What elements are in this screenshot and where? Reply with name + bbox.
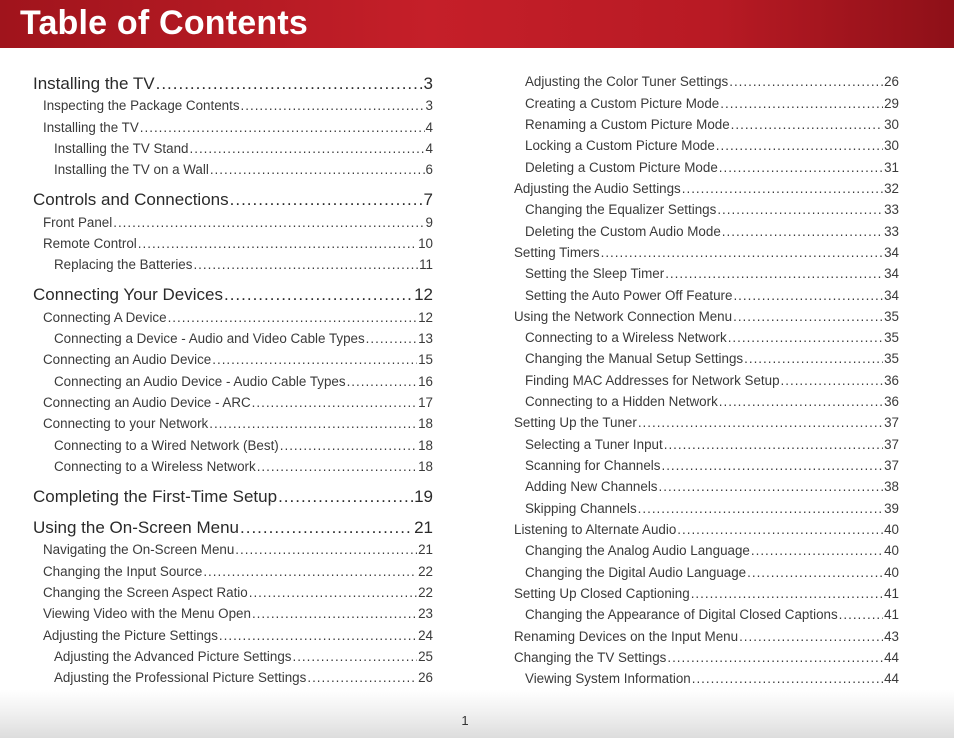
- toc-entry-label: Skipping Channels: [525, 501, 637, 516]
- toc-entry[interactable]: [43, 542, 433, 558]
- toc-dot-leader: [347, 374, 418, 390]
- toc-entry-page: 35: [884, 351, 899, 366]
- toc-entry[interactable]: [525, 288, 899, 304]
- toc-entry-label: Connecting to a Hidden Network: [525, 394, 718, 409]
- toc-dot-leader: [292, 649, 417, 665]
- toc-entry[interactable]: [514, 522, 899, 538]
- toc-entry[interactable]: [33, 190, 433, 210]
- toc-entry[interactable]: [54, 141, 433, 157]
- toc-entry-page: 36: [884, 394, 899, 409]
- toc-entry[interactable]: [33, 487, 433, 507]
- toc-dot-leader: [280, 438, 417, 454]
- toc-dot-leader: [720, 96, 883, 112]
- toc-entry-page: 40: [884, 543, 899, 558]
- toc-entry[interactable]: [525, 543, 899, 559]
- toc-dot-leader: [240, 518, 413, 538]
- toc-dot-leader: [744, 351, 883, 367]
- toc-entry[interactable]: [525, 565, 899, 581]
- toc-entry-page: 35: [884, 330, 899, 345]
- toc-entry-label: Changing the Digital Audio Language: [525, 565, 747, 580]
- page-header: [0, 0, 954, 48]
- toc-dot-leader: [219, 628, 417, 644]
- toc-entry-label: Viewing System Information: [525, 671, 691, 686]
- toc-entry-page: 12: [418, 310, 433, 325]
- toc-entry-label: Connecting to a Wired Network (Best): [54, 438, 279, 453]
- toc-dot-leader: [252, 395, 417, 411]
- toc-entry-page: 13: [418, 331, 433, 346]
- toc-entry-label: Changing the Screen Aspect Ratio: [43, 585, 248, 600]
- toc-entry-page: 6: [425, 162, 433, 177]
- toc-entry-label: Finding MAC Addresses for Network Setup: [525, 373, 780, 388]
- toc-dot-leader: [729, 74, 883, 90]
- toc-entry-label: Changing the Manual Setup Settings: [525, 351, 744, 366]
- toc-entry-page: 35: [884, 309, 899, 324]
- toc-entry[interactable]: [525, 266, 899, 282]
- toc-entry[interactable]: [525, 607, 899, 623]
- toc-entry-page: 37: [884, 458, 899, 473]
- toc-entry[interactable]: [33, 74, 433, 94]
- toc-entry-label: Creating a Custom Picture Mode: [525, 96, 720, 111]
- toc-dot-leader: [739, 629, 883, 645]
- toc-entry[interactable]: [54, 162, 433, 178]
- toc-entry[interactable]: [54, 438, 433, 454]
- toc-entry-label: Installing the TV: [33, 74, 155, 93]
- toc-dot-leader: [138, 236, 417, 252]
- toc-entry-label: Setting Up the Tuner: [514, 415, 637, 430]
- toc-entry[interactable]: [525, 671, 899, 687]
- toc-entry-label: Changing the Equalizer Settings: [525, 202, 717, 217]
- toc-entry[interactable]: [525, 202, 899, 218]
- toc-entry-page: 37: [884, 437, 899, 452]
- toc-entry[interactable]: [525, 479, 899, 495]
- toc-entry-page: 22: [418, 585, 433, 600]
- toc-dot-leader: [307, 670, 417, 686]
- toc-dot-leader: [692, 671, 883, 687]
- toc-dot-leader: [719, 160, 883, 176]
- toc-entry-page: 33: [884, 202, 899, 217]
- toc-entry-label: Renaming a Custom Picture Mode: [525, 117, 730, 132]
- toc-dot-leader: [751, 543, 883, 559]
- toc-entry-page: 11: [419, 257, 433, 272]
- toc-entry-page: 44: [884, 650, 899, 665]
- toc-entry-page: 18: [418, 416, 433, 431]
- toc-entry[interactable]: [54, 670, 433, 686]
- toc-entry-page: 41: [884, 607, 899, 622]
- toc-dot-leader: [728, 330, 883, 346]
- toc-entry-page: 22: [418, 564, 433, 579]
- toc-dot-leader: [691, 586, 883, 602]
- toc-dot-leader: [638, 415, 883, 431]
- toc-dot-leader: [664, 437, 883, 453]
- toc-dot-leader: [190, 141, 425, 157]
- toc-entry-label: Adding New Channels: [525, 479, 658, 494]
- toc-entry-label: Completing the First-Time Setup: [33, 487, 278, 506]
- toc-entry-label: Connecting Your Devices: [33, 285, 223, 304]
- toc-dot-leader: [278, 487, 413, 507]
- toc-entry-label: Deleting the Custom Audio Mode: [525, 224, 721, 239]
- toc-entry[interactable]: [33, 518, 433, 538]
- toc-entry-label: Changing the TV Settings: [514, 650, 667, 665]
- toc-entry[interactable]: [525, 160, 899, 176]
- toc-entry-page: 21: [414, 518, 433, 537]
- toc-entry-page: 33: [884, 224, 899, 239]
- toc-entry[interactable]: [43, 98, 433, 114]
- toc-entry-label: Renaming Devices on the Input Menu: [514, 629, 739, 644]
- toc-entry[interactable]: [43, 236, 433, 252]
- toc-entry-page: 31: [884, 160, 899, 175]
- toc-entry-page: 30: [884, 138, 899, 153]
- toc-entry[interactable]: [525, 96, 899, 112]
- toc-entry-page: 26: [418, 670, 433, 685]
- toc-entry-page: 18: [418, 459, 433, 474]
- toc-entry[interactable]: [525, 501, 899, 517]
- toc-entry[interactable]: [514, 309, 899, 325]
- toc-entry[interactable]: [43, 120, 433, 136]
- toc-entry-label: Inspecting the Package Contents: [43, 98, 240, 113]
- toc-entry-label: Setting Timers: [514, 245, 600, 260]
- toc-entry[interactable]: [43, 606, 433, 622]
- toc-entry[interactable]: [54, 649, 433, 665]
- toc-entry[interactable]: [514, 181, 899, 197]
- toc-entry-page: 19: [414, 487, 433, 506]
- toc-dot-leader: [733, 288, 883, 304]
- toc-dot-leader: [665, 266, 883, 282]
- toc-entry-page: 10: [418, 236, 433, 251]
- toc-entry[interactable]: [514, 586, 899, 602]
- toc-entry-label: Locking a Custom Picture Mode: [525, 138, 715, 153]
- toc-entry-page: 7: [423, 190, 433, 209]
- toc-entry[interactable]: [525, 224, 899, 240]
- toc-entry-page: 32: [884, 181, 899, 196]
- toc-dot-leader: [210, 162, 425, 178]
- toc-entry-label: Connecting an Audio Device - ARC: [43, 395, 251, 410]
- toc-entry[interactable]: [43, 416, 433, 432]
- toc-dot-leader: [257, 459, 417, 475]
- toc-entry-label: Adjusting the Audio Settings: [514, 181, 681, 196]
- toc-entry-label: Listening to Alternate Audio: [514, 522, 677, 537]
- toc-dot-leader: [241, 98, 425, 114]
- toc-entry[interactable]: [514, 650, 899, 666]
- toc-entry-label: Setting the Sleep Timer: [525, 266, 665, 281]
- toc-entry[interactable]: [514, 629, 899, 645]
- toc-dot-leader: [209, 416, 417, 432]
- toc-dot-leader: [224, 285, 413, 305]
- toc-entry[interactable]: [525, 437, 899, 453]
- toc-dot-leader: [193, 257, 418, 273]
- toc-dot-leader: [249, 585, 417, 601]
- toc-entry-page: 4: [425, 120, 433, 135]
- toc-entry-label: Adjusting the Color Tuner Settings: [525, 74, 729, 89]
- toc-entry[interactable]: [54, 374, 433, 390]
- toc-dot-leader: [235, 542, 417, 558]
- toc-entry[interactable]: [43, 215, 433, 231]
- toc-entry-page: 4: [425, 141, 433, 156]
- toc-dot-leader: [638, 501, 883, 517]
- toc-dot-leader: [661, 458, 883, 474]
- toc-entry-label: Connecting an Audio Device: [43, 352, 212, 367]
- toc-entry-page: 23: [418, 606, 433, 621]
- toc-dot-leader: [203, 564, 417, 580]
- toc-entry-page: 17: [418, 395, 433, 410]
- page-title: Table of Contents: [20, 4, 308, 42]
- toc-dot-leader: [682, 181, 883, 197]
- toc-dot-leader: [747, 565, 883, 581]
- toc-entry[interactable]: [525, 330, 899, 346]
- toc-entry-page: 41: [884, 586, 899, 601]
- toc-entry-page: 37: [884, 415, 899, 430]
- toc-entry-label: Selecting a Tuner Input: [525, 437, 663, 452]
- toc-entry-page: 40: [884, 565, 899, 580]
- toc-entry[interactable]: [54, 459, 433, 475]
- toc-dot-leader: [366, 331, 417, 347]
- toc-entry-page: 36: [884, 373, 899, 388]
- toc-dot-leader: [659, 479, 884, 495]
- toc-entry[interactable]: [525, 351, 899, 367]
- toc-entry[interactable]: [43, 564, 433, 580]
- toc-dot-leader: [140, 120, 425, 136]
- toc-dot-leader: [717, 202, 883, 218]
- toc-entry-page: 15: [418, 352, 433, 367]
- toc-entry-page: 25: [418, 649, 433, 664]
- toc-entry-label: Installing the TV Stand: [54, 141, 189, 156]
- toc-entry-page: 38: [884, 479, 899, 494]
- toc-entry-page: 12: [414, 285, 433, 304]
- toc-entry-label: Viewing Video with the Menu Open: [43, 606, 251, 621]
- toc-dot-leader: [168, 310, 418, 326]
- toc-entry[interactable]: [525, 458, 899, 474]
- toc-entry-label: Scanning for Channels: [525, 458, 661, 473]
- toc-entry-label: Using the On-Screen Menu: [33, 518, 239, 537]
- toc-entry-page: 29: [884, 96, 899, 111]
- page-number: 1: [461, 713, 469, 728]
- toc-entry[interactable]: [54, 331, 433, 347]
- toc-entry[interactable]: [43, 395, 433, 411]
- toc-entry-page: 44: [884, 671, 899, 686]
- toc-entry-label: Using the Network Connection Menu: [514, 309, 733, 324]
- toc-dot-leader: [731, 117, 883, 133]
- toc-dot-leader: [733, 309, 883, 325]
- toc-entry-page: 16: [418, 374, 433, 389]
- toc-entry-page: 9: [425, 215, 433, 230]
- toc-entry-page: 3: [425, 98, 433, 113]
- toc-entry-label: Connecting a Device - Audio and Video Cable Types: [54, 331, 365, 346]
- toc-entry[interactable]: [43, 310, 433, 326]
- toc-entry[interactable]: [43, 628, 433, 644]
- toc-dot-leader: [667, 650, 883, 666]
- toc-entry[interactable]: [33, 285, 433, 305]
- toc-dot-leader: [601, 245, 884, 261]
- toc-entry-page: 43: [884, 629, 899, 644]
- toc-entry-label: Changing the Analog Audio Language: [525, 543, 750, 558]
- toc-dot-leader: [716, 138, 883, 154]
- toc-dot-leader: [722, 224, 883, 240]
- toc-entry-label: Front Panel: [43, 215, 113, 230]
- toc-entry-page: 26: [884, 74, 899, 89]
- toc-entry-page: 34: [884, 245, 899, 260]
- toc-entry[interactable]: [514, 245, 899, 261]
- toc-entry-label: Replacing the Batteries: [54, 257, 193, 272]
- toc-entry-label: Connecting to a Wireless Network: [525, 330, 727, 345]
- toc-entry-page: 40: [884, 522, 899, 537]
- toc-entry-label: Setting the Auto Power Off Feature: [525, 288, 733, 303]
- toc-entry-label: Installing the TV: [43, 120, 139, 135]
- toc-entry-label: Connecting to your Network: [43, 416, 209, 431]
- toc-dot-leader: [230, 190, 423, 210]
- toc-entry[interactable]: [525, 117, 899, 133]
- toc-entry[interactable]: [43, 585, 433, 601]
- toc-entry-label: Installing the TV on a Wall: [54, 162, 209, 177]
- toc-entry-label: Connecting A Device: [43, 310, 167, 325]
- toc-entry-label: Remote Control: [43, 236, 137, 251]
- toc-entry-page: 21: [418, 542, 433, 557]
- toc-entry[interactable]: [525, 394, 899, 410]
- toc-entry[interactable]: [525, 74, 899, 90]
- toc-entry-page: 24: [418, 628, 433, 643]
- toc-entry-label: Adjusting the Advanced Picture Settings: [54, 649, 292, 664]
- toc-entry-label: Setting Up Closed Captioning: [514, 586, 690, 601]
- toc-entry-label: Adjusting the Professional Picture Settings: [54, 670, 307, 685]
- toc-entry-label: Navigating the On-Screen Menu: [43, 542, 235, 557]
- toc-entry-label: Controls and Connections: [33, 190, 229, 209]
- toc-entry-page: 18: [418, 438, 433, 453]
- toc-dot-leader: [781, 373, 884, 389]
- toc-entry[interactable]: [514, 415, 899, 431]
- toc-entry-page: 34: [884, 266, 899, 281]
- toc-entry-label: Connecting to a Wireless Network: [54, 459, 256, 474]
- toc-entry-page: 30: [884, 117, 899, 132]
- toc-dot-leader: [113, 215, 424, 231]
- toc-dot-leader: [252, 606, 417, 622]
- toc-entry-page: 39: [884, 501, 899, 516]
- toc-entry[interactable]: [525, 138, 899, 154]
- toc-entry[interactable]: [54, 257, 433, 273]
- toc-dot-leader: [719, 394, 883, 410]
- toc-entry-label: Deleting a Custom Picture Mode: [525, 160, 718, 175]
- toc-entry[interactable]: [525, 373, 899, 389]
- toc-dot-leader: [677, 522, 883, 538]
- toc-entry-label: Changing the Input Source: [43, 564, 203, 579]
- toc-entry-label: Adjusting the Picture Settings: [43, 628, 218, 643]
- toc-dot-leader: [839, 607, 883, 623]
- toc-entry-page: 3: [423, 74, 433, 93]
- toc-entry[interactable]: [43, 352, 433, 368]
- toc-dot-leader: [212, 352, 417, 368]
- toc-dot-leader: [156, 74, 423, 94]
- toc-entry-label: Changing the Appearance of Digital Closed Captions: [525, 607, 838, 622]
- toc-entry-label: Connecting an Audio Device - Audio Cable Types: [54, 374, 346, 389]
- toc-entry-page: 34: [884, 288, 899, 303]
